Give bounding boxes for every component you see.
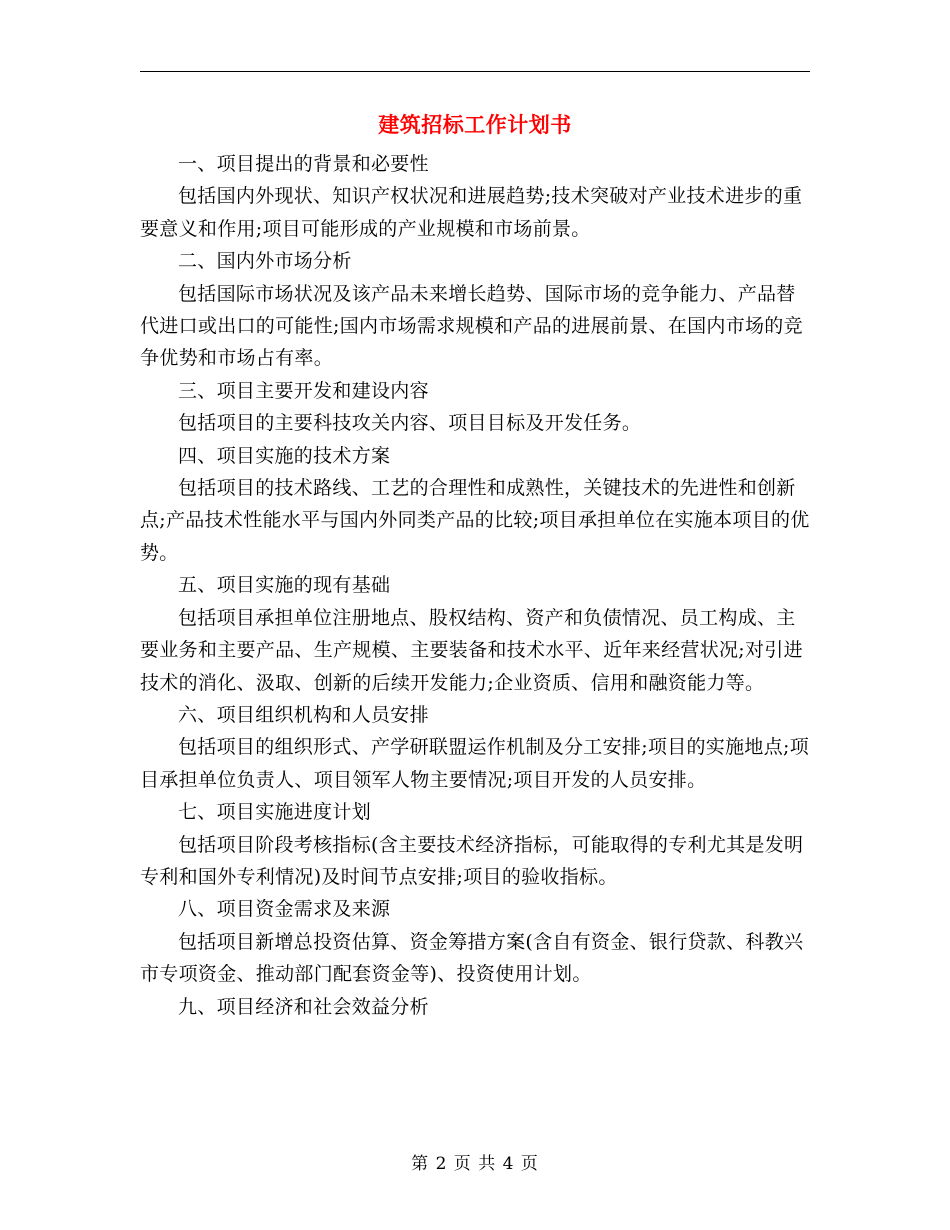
section-body-6: 包括项目的组织形式、产学研联盟运作机制及分工安排;项目的实施地点;项目承担单位负责人、项目领军人物主要情况;项目开发的人员安排。	[140, 736, 810, 791]
section-body-8: 包括项目新增总投资估算、资金筹措方案(含自有资金、银行贷款、科教兴市专项资金、推动部门配套资金等)、投资使用计划。	[140, 930, 804, 986]
section-heading-7: 七、项目实施进度计划	[178, 801, 372, 824]
section-heading-4: 四、项目实施的技术方案	[178, 444, 391, 467]
document-body	[140, 148, 812, 1023]
section-body-2: 包括国际市场状况及该产品未来增长趋势、国际市场的竞争能力、产品替代进口或出口的可能性;国内市场需求规模和产品的进展前景、在国内市场的竞争优势和市场占有率。	[140, 282, 803, 370]
section-heading-1: 一、项目提出的背景和必要性	[178, 153, 429, 175]
document-title: 建筑招标工作计划书	[378, 112, 572, 137]
section-heading-9: 九、项目经济和社会效益分析	[178, 995, 429, 1018]
section-body-7: 包括项目阶段考核指标(含主要技术经济指标，可能取得的专利尤其是发明专利和国外专利情况)及时间节点安排;项目的验收指标。	[140, 833, 804, 888]
section-body-4: 包括项目的技术路线、工艺的合理性和成熟性，关键技术的先进性和创新点;产品技术性能水平与国内外同类产品的比较;项目承担单位在实施本项目的优势。	[140, 477, 810, 564]
section-heading-6: 六、项目组织机构和人员安排	[178, 703, 429, 726]
header-rule	[140, 71, 810, 72]
section-heading-5: 五、项目实施的现有基础	[178, 574, 391, 597]
section-body-5: 包括项目承担单位注册地点、股权结构、资产和负债情况、员工构成、主要业务和主要产品、生产规模、主要装备和技术水平、近年来经营状况;对引进技术的消化、汲取、创新的后续开发能力;企业资质、信用和融资能力等。	[140, 606, 803, 694]
section-body-1: 包括国内外现状、知识产权状况和进展趋势;技术突破对产业技术进步的重要意义和作用;项目可能形成的产业规模和市场前景。	[140, 185, 803, 240]
section-heading-8: 八、项目资金需求及来源	[178, 898, 391, 921]
section-heading-3: 三、项目主要开发和建设内容	[178, 379, 429, 402]
section-heading-2: 二、国内外市场分析	[178, 250, 352, 273]
page-number-footer: 第 2 页 共 4 页	[411, 1154, 539, 1174]
section-body-3: 包括项目的主要科技攻关内容、项目目标及开发任务。	[178, 412, 642, 435]
